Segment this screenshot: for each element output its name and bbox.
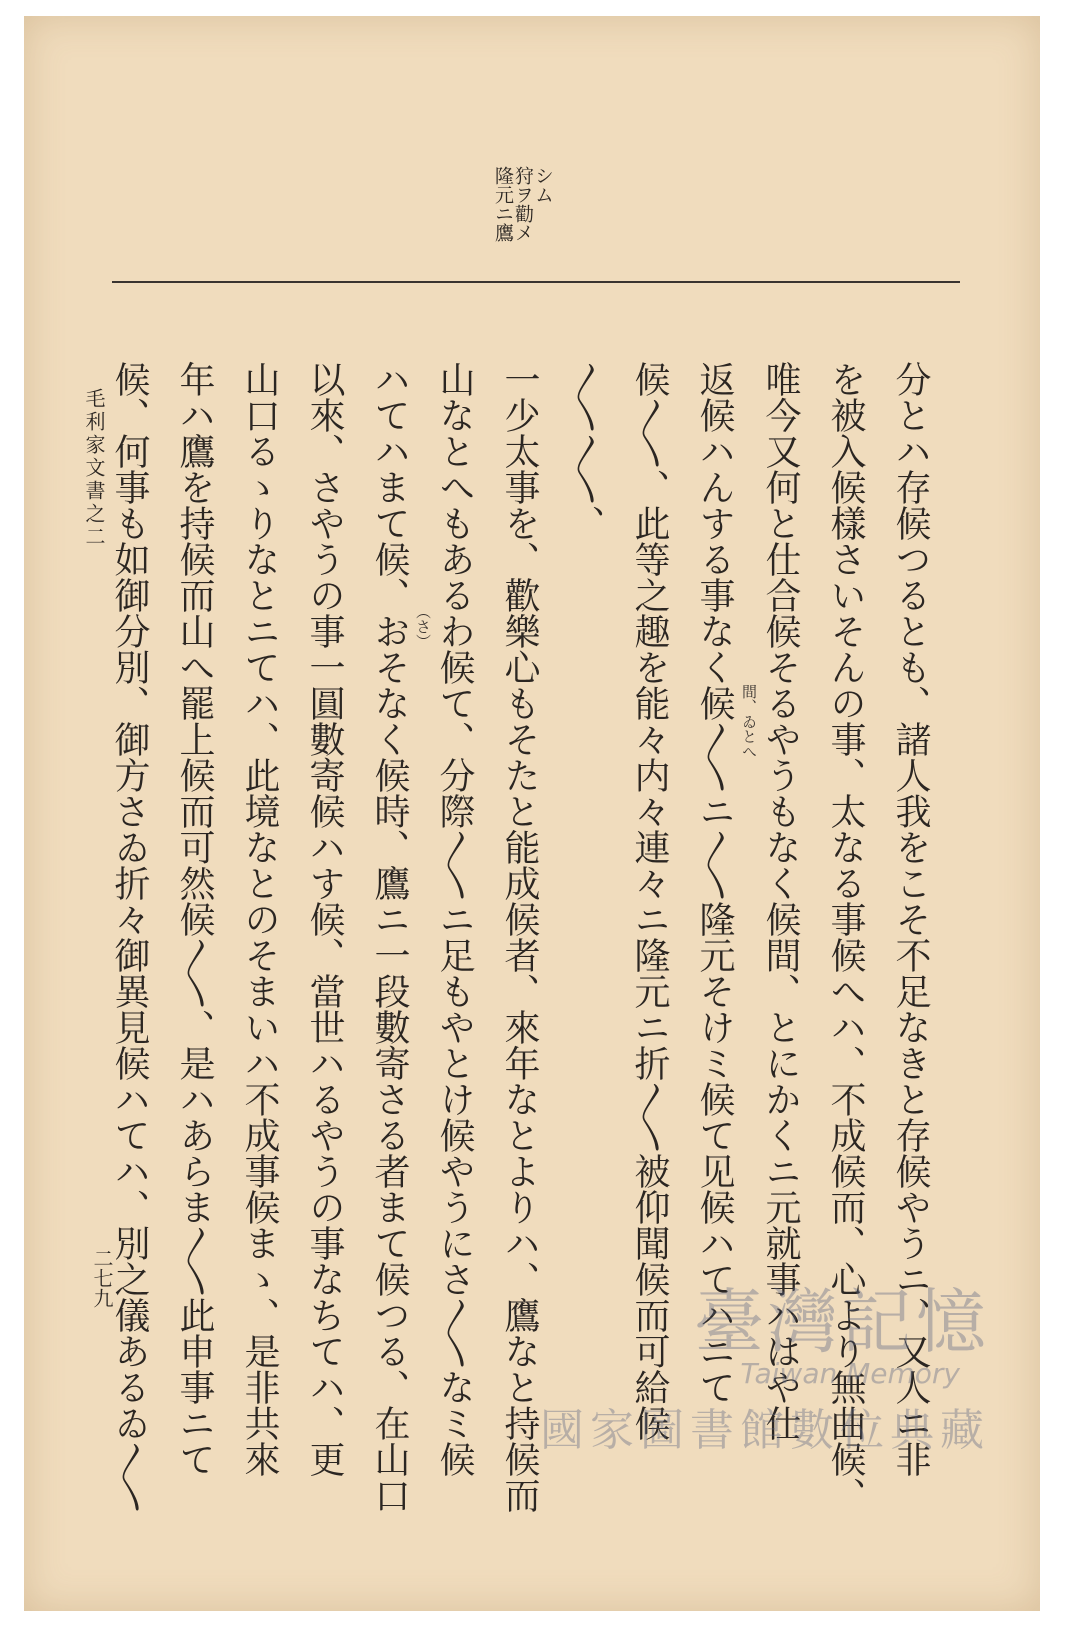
text-column-7: 一少太事を、歡樂心もそたと能成候者、來年なとよりハ、鷹なと持候而 — [499, 361, 540, 1513]
text-column-10: 以來、さやうの事一圓數寄候ハす候、當世ハるやうの事なちてハ、更 — [304, 361, 345, 1477]
interlinear-gloss-2: （さ） — [414, 604, 432, 649]
headnote-line-2: 狩ヲ勸メ — [512, 166, 534, 242]
text-column-3: 唯今又何と仕合候そるやうもなく候間、とにかくニ元就事ハはや仕 — [760, 361, 801, 1441]
text-column-2: を被入候樣さいそんの事、太なる事候へハ、不成候而、心より無曲候、 — [825, 361, 866, 1513]
headnote-line-3: シム — [532, 166, 554, 204]
text-column-12: 年ハ鷹を持候而山へ罷上候而可然候〳〵、是ハあらま〳〵此申事ニて — [174, 361, 215, 1477]
header-rule — [112, 281, 960, 283]
watermark-chinese: 臺灣記憶 — [694, 1281, 990, 1363]
footer-book-title: 毛利家文書之二 — [82, 388, 106, 549]
text-column-5: 候〳〵、此等之趣を能々内々連々ニ隆元ニ折〳〵被仰聞候而可給候 — [629, 361, 670, 1441]
text-column-9: ハてハまて候、おそなく候時、鷹ニ一段數寄さる者まて候つる、在山口 — [369, 361, 410, 1513]
text-column-1: 分とハ存候つるとも、諸人我をこそ不足なきと存候やうニ、又人ニ非 — [890, 361, 931, 1477]
headnote-line-1: 隆元ニ鷹 — [492, 166, 514, 242]
watermark-english: Taiwan Memory — [740, 1357, 960, 1390]
text-column-4: 返候ハんする事なく候〳〵ニ〳〵隆元そけミ候て见候ハてハニて — [694, 361, 735, 1405]
page-number: 二七九 — [90, 1248, 114, 1308]
text-column-6: 〳〵〳〵、 — [564, 361, 605, 541]
text-column-8: 山なとへもあるわ候て、分際〳〵ニ足もやとけ候やうにさ〳〵なミ候 — [434, 361, 475, 1477]
interlinear-gloss-1: 間、ゐとへ — [740, 684, 758, 759]
watermark-library: 國家圖書館數位典藏 — [540, 1405, 990, 1456]
document-page — [24, 16, 1040, 1611]
text-column-11: 山口るゝりなとニてハ、此境なとのそまいハ不成事候まゝ、是非共來 — [239, 361, 280, 1477]
watermark — [540, 1266, 990, 1458]
text-column-13: 候、何事も如御分別、御方さゐ折々御異見候ハてハ、別之儀あるゐ〳〵 — [109, 361, 150, 1513]
